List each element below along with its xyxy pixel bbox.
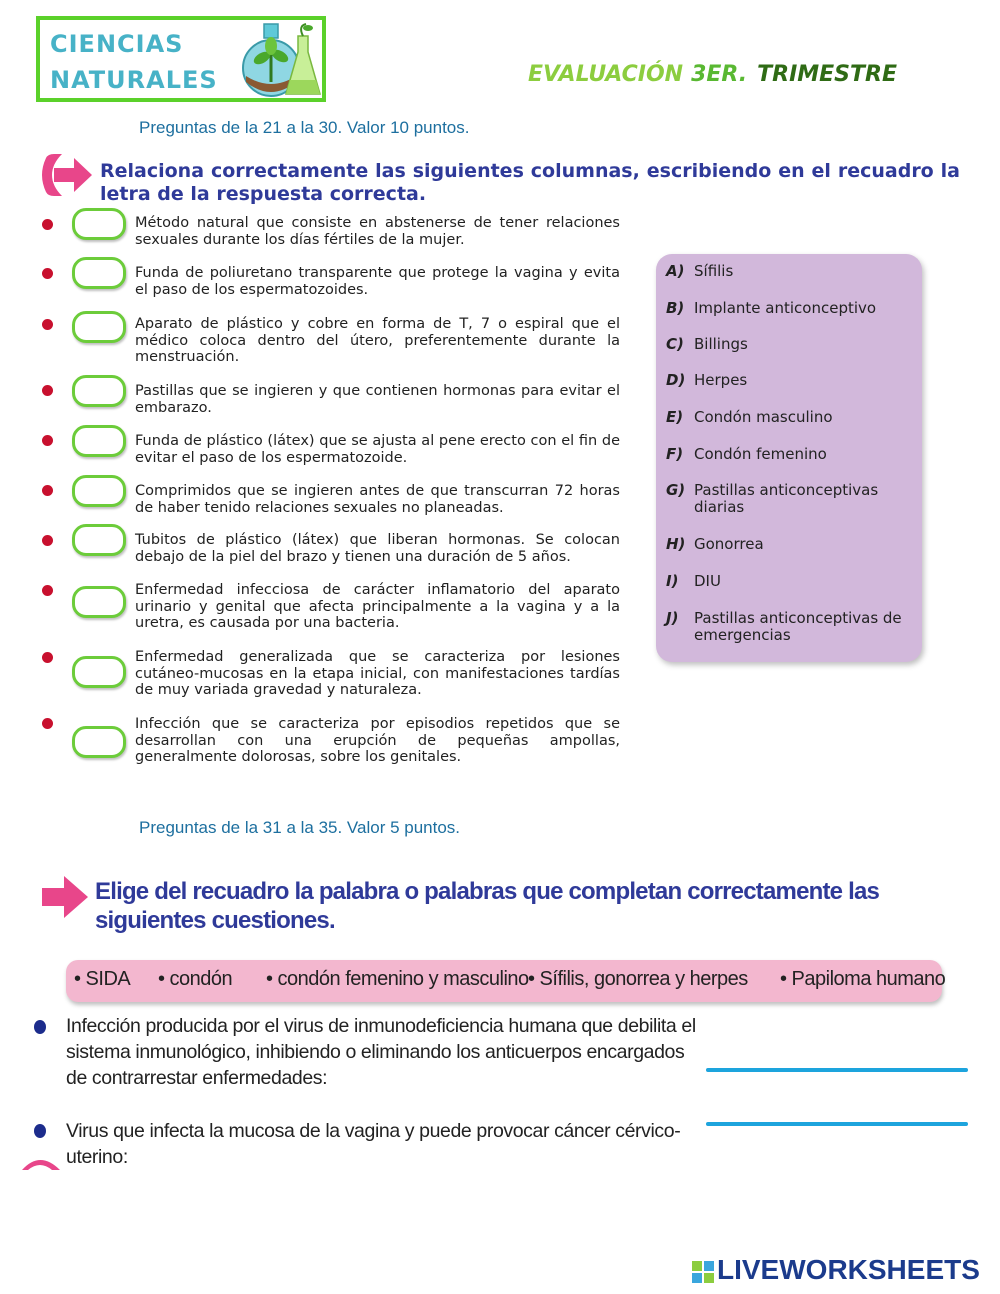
question-text-26: Comprimidos que se ingieren antes de que transcurran 72 horas de haber tenido relaciones sexuales no planeadas. — [135, 483, 620, 516]
answer-box-28[interactable] — [72, 586, 126, 618]
title-word-3er: 3ER. — [691, 62, 748, 87]
option-key: J) — [666, 609, 679, 627]
option-key: C) — [666, 335, 684, 353]
brand-text: LIVEWORKSHEETS — [717, 1254, 980, 1285]
option-key: A) — [666, 262, 685, 280]
answer-box-27[interactable] — [72, 524, 126, 556]
bullet-dot — [42, 219, 53, 230]
pink-arrow-partial-icon — [20, 1154, 64, 1170]
question-text-23: Aparato de plástico y cobre en forma de T, 7 o espiral que el médico coloca dentro del útero, preferentemente durante la menstruación. — [135, 316, 620, 365]
pink-arrow-icon — [32, 862, 92, 932]
liveworksheets-blocks-icon — [692, 1261, 714, 1283]
question-text-25: Funda de plástico (látex) que se ajusta al pene erecto con el fin de evitar el paso de los espermatozoide. — [135, 433, 620, 466]
question-text-21: Método natural que consiste en abstenerse de tener relaciones sexuales durante los días fértiles de la mujer. — [135, 215, 620, 248]
question-text-24: Pastillas que se ingieren y que contienen hormonas para evitar el embarazo. — [135, 383, 620, 416]
bullet-dot — [42, 585, 53, 596]
word-bank-item: • Papiloma humano — [780, 968, 946, 990]
pink-arrow-icon — [40, 152, 98, 198]
question-text-22: Funda de poliuretano transparente que protege la vagina y evita el paso de los espermatozoides. — [135, 265, 620, 298]
answer-box-29[interactable] — [72, 656, 126, 688]
answer-box-21[interactable] — [72, 208, 126, 240]
option-key: F) — [666, 445, 684, 463]
answer-box-23[interactable] — [72, 311, 126, 343]
word-bank-item: • condón — [158, 968, 233, 990]
option-label: Pastillas anticonceptivas diarias — [694, 481, 879, 516]
answer-box-30[interactable] — [72, 726, 126, 758]
title-word-trimestre: TRIMESTRE — [757, 62, 897, 87]
bullet-dot — [42, 535, 53, 546]
question-text-27: Tubitos de plástico (látex) que liberan hormonas. Se colocan debajo de la piel del brazo y tienen una duración de 5 años. — [135, 532, 620, 565]
option-label: DIU — [694, 572, 721, 590]
answer-box-25[interactable] — [72, 425, 126, 457]
bullet-dot — [42, 319, 53, 330]
option-label: Condón femenino — [694, 445, 827, 463]
section1-note: Preguntas de la 21 a la 30. Valor 10 puntos. — [139, 118, 470, 137]
option-key: I) — [666, 572, 679, 590]
option-label: Billings — [694, 335, 748, 353]
section2-instruction: Elige del recuadro la palabra o palabras que completan correctamente las siguientes cuestiones. — [95, 878, 880, 934]
section1-instruction: Relaciona correctamente las siguientes columnas, escribiendo en el recuadro la letra de la respuesta correcta. — [100, 160, 960, 205]
answer-box-24[interactable] — [72, 375, 126, 407]
option-label: Condón masculino — [694, 408, 833, 426]
answer-box-22[interactable] — [72, 257, 126, 289]
fill-question-text-31: Infección producida por el virus de inmunodeficiencia humana que debilita el sistema inmunológico, inhibiendo o eliminando los anticuerpos encargados de contrarrestar enfermedades: — [66, 1015, 696, 1089]
option-key: D) — [666, 371, 686, 389]
option-key: B) — [666, 299, 685, 317]
word-bank-item: • condón femenino y masculino — [266, 968, 529, 990]
option-label: Herpes — [694, 371, 748, 389]
section2-note: Preguntas de la 31 a la 35. Valor 5 puntos. — [139, 818, 461, 837]
option-label: Pastillas anticonceptivas de emergencias — [694, 609, 902, 644]
question-text-28: Enfermedad infecciosa de carácter inflamatorio del aparato urinario y genital que afecta principalmente a la vagina y a la uretra, es causada por una bacteria. — [135, 582, 620, 631]
bullet-dot — [42, 652, 53, 663]
answer-box-26[interactable] — [72, 475, 126, 507]
option-key: G) — [666, 481, 686, 499]
bullet-dot — [42, 385, 53, 396]
flask-plant-icon — [240, 22, 324, 100]
option-key: E) — [666, 408, 684, 426]
bullet-dot — [34, 1020, 46, 1034]
option-label: Implante anticonceptivo — [694, 299, 877, 317]
options-panel — [656, 254, 922, 662]
ciencias-naturales-logo — [36, 16, 326, 102]
option-label: Gonorrea — [694, 535, 764, 553]
word-bank-item: • Sífilis, gonorrea y herpes — [528, 968, 748, 990]
question-text-30: Infección que se caracteriza por episodios repetidos que se desarrollan con una erupción de pequeñas ampollas, generalmente dolorosas, sobre los genitales. — [135, 716, 620, 765]
title-word-evaluacion: EVALUACIÓN — [528, 62, 684, 87]
logo-line-1: CIENCIAS — [50, 30, 184, 58]
bullet-dot — [42, 268, 53, 279]
word-bank-item: • SIDA — [74, 968, 131, 990]
option-key: H) — [666, 535, 686, 553]
evaluation-title — [528, 62, 897, 87]
option-label: Sífilis — [694, 262, 734, 280]
bullet-dot — [34, 1124, 46, 1138]
bullet-dot — [42, 718, 53, 729]
liveworksheets-logo — [692, 1254, 980, 1286]
answer-line-32[interactable] — [706, 1122, 968, 1126]
word-bank — [66, 960, 946, 1002]
fill-question-text-32: Virus que infecta la mucosa de la vagina y puede provocar cáncer cérvico-uterino: — [66, 1120, 681, 1168]
bullet-dot — [42, 485, 53, 496]
bullet-dot — [42, 435, 53, 446]
question-text-29: Enfermedad generalizada que se caracteriza por lesiones cutáneo-mucosas en la etapa inicial, con manifestaciones tardías de muy variada gravedad y naturaleza. — [135, 649, 620, 698]
logo-line-2: NATURALES — [50, 66, 218, 94]
answer-line-31[interactable] — [706, 1068, 968, 1072]
